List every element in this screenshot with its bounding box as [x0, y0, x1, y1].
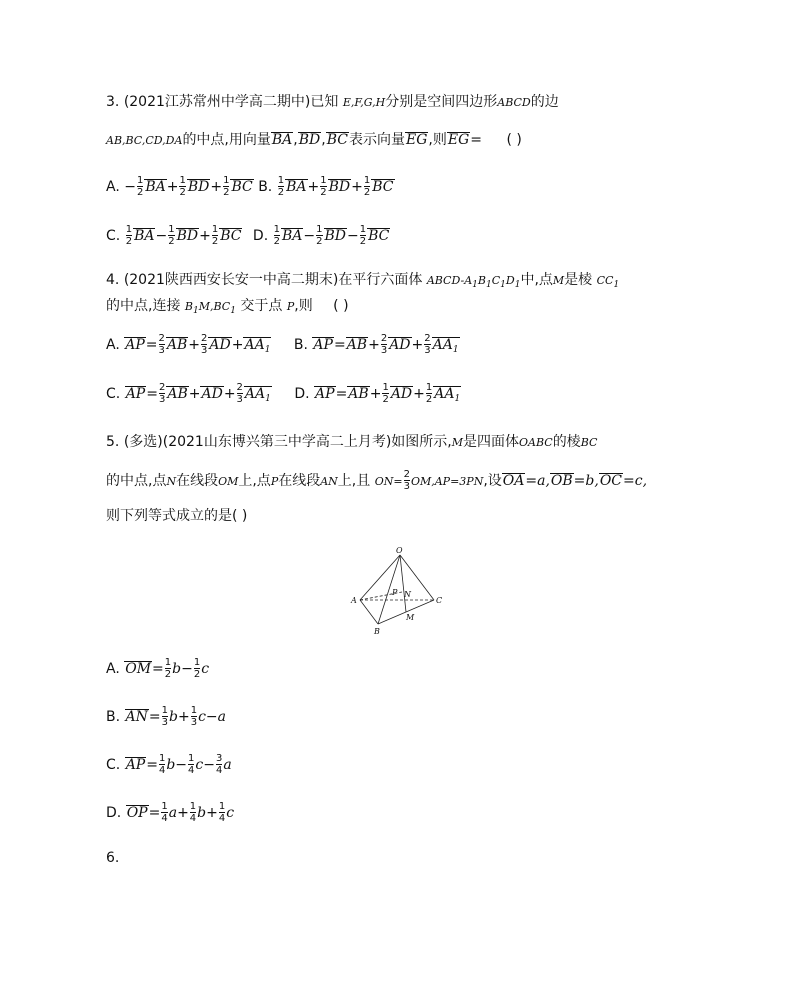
q3-text: ,则	[428, 132, 447, 148]
vector-OB: OB	[550, 473, 573, 489]
option-label: A.	[106, 337, 120, 353]
plus-sign: +	[351, 179, 363, 195]
vector-AP: AP	[125, 386, 146, 402]
q3-option-c[interactable]	[106, 224, 247, 247]
q3-stem-line2: AB,BC,CD,DA的中点,用向量BA,BD,BC表示向量EG,则EG= ( )	[106, 132, 522, 148]
q5-stem-line2	[106, 470, 647, 492]
label-o: O	[396, 546, 403, 555]
q5-condition: ON=	[374, 475, 403, 488]
q5-text: 在线段	[176, 473, 219, 489]
q5-option-d[interactable]	[106, 802, 234, 824]
q4-solid-name: ABCD-$A_1B_1C_1D_1$	[426, 274, 521, 290]
minus-sign: −	[203, 757, 215, 773]
option-label: B.	[106, 709, 121, 725]
q4-lines: $B_1M,BC_1$	[184, 300, 236, 316]
var-a: a	[223, 757, 232, 773]
fraction: $\frac{1}{2}$	[382, 382, 389, 405]
plus-sign: +	[177, 709, 190, 725]
plus-sign: +	[231, 337, 244, 353]
q4-options-row2	[106, 383, 461, 405]
q4-option-d[interactable]	[294, 382, 461, 405]
fraction: $\frac{1}{2}$	[136, 175, 144, 198]
fraction: $\frac{2}{3}$	[236, 382, 243, 405]
q5-stem-line3	[106, 508, 247, 525]
q5-number: 5.	[106, 434, 120, 450]
q5-assign: =a,	[525, 473, 550, 489]
vector-AA1: $AA_1$	[434, 386, 461, 404]
equals-sign: =	[152, 661, 164, 677]
vector-BA: BA	[134, 228, 155, 244]
fraction: $\frac{1}{2}$	[193, 657, 201, 680]
q4-source: (2021陕西西安长安一中高二期末)	[123, 272, 339, 288]
q3-text: 已知	[310, 94, 339, 110]
equals-sign: =	[146, 386, 158, 402]
q3-edges: AB,BC,CD,DA	[106, 134, 183, 147]
fraction: $\frac{1}{2}$	[179, 175, 186, 198]
minus-sign: −	[124, 179, 136, 195]
q3-option-d[interactable]	[252, 224, 390, 247]
q4-stem-line1	[106, 272, 619, 291]
q5-text: 则下列等式成立的是( )	[106, 508, 248, 524]
fraction: $\frac{2}{3}$	[158, 333, 165, 356]
q5-text: 上,且	[337, 473, 371, 489]
answer-bracket: ( )	[506, 132, 522, 148]
label-c: C	[436, 596, 443, 605]
fraction: $\frac{1}{4}$	[188, 753, 195, 776]
vector-AB: AB	[167, 386, 188, 402]
q4-text: 中,点	[520, 272, 553, 288]
q4-point-p: P	[286, 300, 295, 313]
q4-text: ,则	[294, 298, 313, 314]
q5-text: 是四面体	[463, 434, 520, 450]
fraction: $\frac{1}{2}$	[277, 175, 285, 198]
fraction: $\frac{1}{2}$	[363, 175, 371, 198]
q5-text: 上,点	[238, 473, 271, 489]
vector-AD: AD	[390, 386, 413, 402]
fraction: $\frac{1}{2}$	[211, 224, 219, 247]
label-a: A	[351, 596, 357, 605]
vector-EG: EG	[447, 132, 470, 148]
option-label: B.	[293, 337, 308, 353]
q4-options-row1	[106, 334, 460, 356]
plus-sign: +	[413, 386, 425, 402]
q5-condition: OM,AP=3PN	[410, 475, 484, 488]
equals-sign: =	[148, 805, 161, 821]
fraction: $\frac{2}{3}$	[424, 333, 431, 356]
segment-OM	[400, 555, 406, 612]
plus-sign: +	[307, 179, 320, 195]
var-b: b	[172, 661, 182, 677]
minus-sign: −	[181, 661, 193, 677]
fraction: $\frac{1}{2}$	[223, 175, 230, 198]
q3-text: 的中点,用向量	[182, 132, 271, 148]
q3-quad: ABCD	[497, 96, 531, 109]
fraction: $\frac{1}{4}$	[189, 801, 197, 824]
vector-AA1: $AA_1$	[244, 386, 271, 404]
vector-BA: BA	[281, 228, 303, 244]
edge-AB	[360, 600, 378, 624]
plus-sign: +	[411, 337, 424, 353]
var-a: a	[217, 709, 227, 725]
vector-AD: AD	[201, 386, 223, 402]
option-label: C.	[106, 228, 121, 244]
q5-text: ,设	[483, 473, 502, 489]
q5-option-b[interactable]	[106, 706, 226, 728]
fraction: $\frac{1}{2}$	[425, 382, 433, 405]
vector-BA: BA	[145, 179, 166, 195]
vector-OM: OM	[125, 661, 152, 677]
q5-segment: AN	[320, 475, 338, 488]
var-c: c	[226, 805, 235, 821]
option-label: B.	[258, 179, 273, 195]
q5-point-p: P	[270, 475, 279, 488]
var-b: b	[197, 805, 207, 821]
fraction: $\frac{2}{3}$	[403, 469, 410, 492]
var-b: b	[166, 757, 176, 773]
plus-sign: +	[188, 337, 201, 353]
q3-number: 3.	[106, 94, 120, 110]
plus-sign: +	[199, 228, 211, 244]
var-a: a	[168, 805, 178, 821]
q4-text: 的中点,连接	[106, 298, 181, 314]
fraction: $\frac{1}{2}$	[273, 224, 280, 247]
option-label: D.	[294, 386, 310, 402]
option-label: D.	[106, 805, 122, 821]
var-c: c	[201, 661, 210, 677]
q4-edge: $CC_1$	[596, 274, 620, 290]
option-label: C.	[106, 757, 121, 773]
vector-AP: AP	[315, 386, 335, 402]
q4-text: 在平行六面体	[338, 272, 423, 288]
fraction: $\frac{1}{3}$	[161, 705, 168, 728]
label-p: P	[392, 588, 398, 597]
minus-sign: −	[155, 228, 168, 244]
plus-sign: +	[369, 386, 382, 402]
q5-text: 在线段	[278, 473, 321, 489]
q4-point-m: M	[552, 274, 565, 287]
q5-point-m: M	[451, 436, 464, 449]
fraction: $\frac{3}{4}$	[215, 753, 223, 776]
vector-AB: AB	[346, 337, 368, 353]
vector-AP: AP	[125, 757, 146, 773]
minus-sign: −	[347, 228, 359, 244]
vector-BC: BC	[368, 228, 390, 244]
fraction: $\frac{1}{2}$	[316, 224, 323, 247]
vector-BA: BA	[286, 179, 307, 195]
fraction: $\frac{1}{2}$	[168, 224, 175, 247]
vector-AB: AB	[348, 386, 369, 402]
fraction: $\frac{1}{2}$	[359, 224, 367, 247]
fraction: $\frac{1}{4}$	[158, 753, 166, 776]
q5-text: 的棱	[552, 434, 581, 450]
fraction: $\frac{1}{4}$	[161, 801, 168, 824]
q5-solid: OABC	[519, 436, 553, 449]
var-c: c	[198, 709, 206, 725]
fraction: $\frac{2}{3}$	[201, 333, 208, 356]
vector-OP: OP	[126, 805, 148, 821]
q3-option-a[interactable]	[106, 175, 258, 198]
tetrahedron-figure	[346, 544, 446, 636]
q3-options-row2	[106, 225, 390, 247]
vector-BD: BD	[298, 132, 321, 148]
label-n: N	[404, 590, 411, 599]
vector-BC: BC	[231, 179, 253, 195]
q5-text: 的中点,点	[106, 473, 167, 489]
option-label: A.	[106, 661, 120, 677]
vector-BD: BD	[328, 179, 351, 195]
vector-BC: BC	[372, 179, 394, 195]
vector-BD: BD	[176, 228, 199, 244]
q3-text: 表示向量	[348, 132, 405, 148]
q4-stem-line2	[106, 298, 349, 317]
vector-BC: BC	[326, 132, 348, 148]
option-label: A.	[106, 179, 120, 195]
vector-AD: AD	[389, 337, 411, 353]
plus-sign: +	[166, 179, 179, 195]
var-b: b	[169, 709, 178, 725]
vector-EG: EG	[405, 132, 428, 148]
vector-OC: OC	[599, 473, 623, 489]
vector-AD: AD	[209, 337, 231, 353]
q6-number: 6.	[106, 850, 120, 866]
equals-sign: =	[470, 132, 482, 148]
vector-BC: BC	[220, 228, 242, 244]
q5-stem-line1	[106, 434, 597, 451]
vector-AP: AP	[125, 337, 145, 353]
plus-sign: +	[206, 805, 218, 821]
fraction: $\frac{1}{2}$	[164, 657, 172, 680]
q5-option-a[interactable]	[106, 658, 209, 680]
q4-number: 4.	[106, 272, 120, 288]
q3-text: 分别是空间四边形	[385, 94, 498, 110]
q5-edge: BC	[580, 436, 598, 449]
equals-sign: =	[335, 386, 348, 402]
equals-sign: =	[146, 757, 158, 773]
vector-AB: AB	[166, 337, 188, 353]
fraction: $\frac{1}{3}$	[190, 705, 198, 728]
fraction: $\frac{1}{2}$	[125, 224, 133, 247]
q3-points: E,F,G,H	[342, 96, 386, 109]
q5-point-n: N	[166, 475, 177, 488]
q5-source: (多选)(2021山东博兴第三中学高二上月考)	[123, 434, 392, 450]
q4-option-c[interactable]	[106, 382, 276, 405]
answer-bracket: ( )	[333, 298, 349, 314]
fraction: $\frac{2}{3}$	[158, 382, 166, 405]
minus-sign: −	[205, 709, 218, 725]
q4-text: 是棱	[564, 272, 593, 288]
equals-sign: =	[145, 337, 158, 353]
q4-option-a[interactable]	[106, 333, 276, 356]
vector-BD: BD	[324, 228, 347, 244]
q4-text: 交于点	[240, 298, 283, 314]
q3-text: 的边	[530, 94, 559, 110]
minus-sign: −	[175, 757, 188, 773]
plus-sign: +	[210, 179, 223, 195]
fraction: $\frac{2}{3}$	[380, 333, 388, 356]
vector-AA1: $AA_1$	[244, 337, 271, 355]
label-b: B	[374, 627, 380, 636]
q4-option-b[interactable]	[293, 333, 460, 356]
option-label: C.	[106, 386, 121, 402]
fraction: $\frac{1}{2}$	[320, 175, 327, 198]
q3-options-row1	[106, 176, 395, 198]
q3-option-b[interactable]	[258, 175, 394, 198]
q5-text: 如图所示,	[391, 434, 452, 450]
var-c: c	[195, 757, 204, 773]
plus-sign: +	[188, 386, 201, 402]
vector-BA: BA	[271, 132, 293, 148]
option-label: D.	[252, 228, 269, 244]
vector-AA1: $AA_1$	[432, 337, 459, 355]
vector-AN: AN	[125, 709, 148, 725]
plus-sign: +	[368, 337, 380, 353]
q5-assign: =c,	[623, 473, 648, 489]
plus-sign: +	[177, 805, 189, 821]
q5-option-c[interactable]	[106, 754, 232, 776]
q5-segment: OM	[218, 475, 239, 488]
equals-sign: =	[333, 337, 346, 353]
plus-sign: +	[223, 386, 236, 402]
vector-BD: BD	[187, 179, 210, 195]
q5-assign: =b,	[573, 473, 599, 489]
q3-stem-line1	[106, 94, 559, 111]
minus-sign: −	[303, 228, 316, 244]
label-m: M	[406, 613, 415, 622]
vector-OA: OA	[502, 473, 525, 489]
vector-AP: AP	[313, 337, 333, 353]
equals-sign: =	[148, 709, 161, 725]
fraction: $\frac{1}{4}$	[218, 801, 226, 824]
q3-source: (2021江苏常州中学高二期中)	[123, 94, 311, 110]
